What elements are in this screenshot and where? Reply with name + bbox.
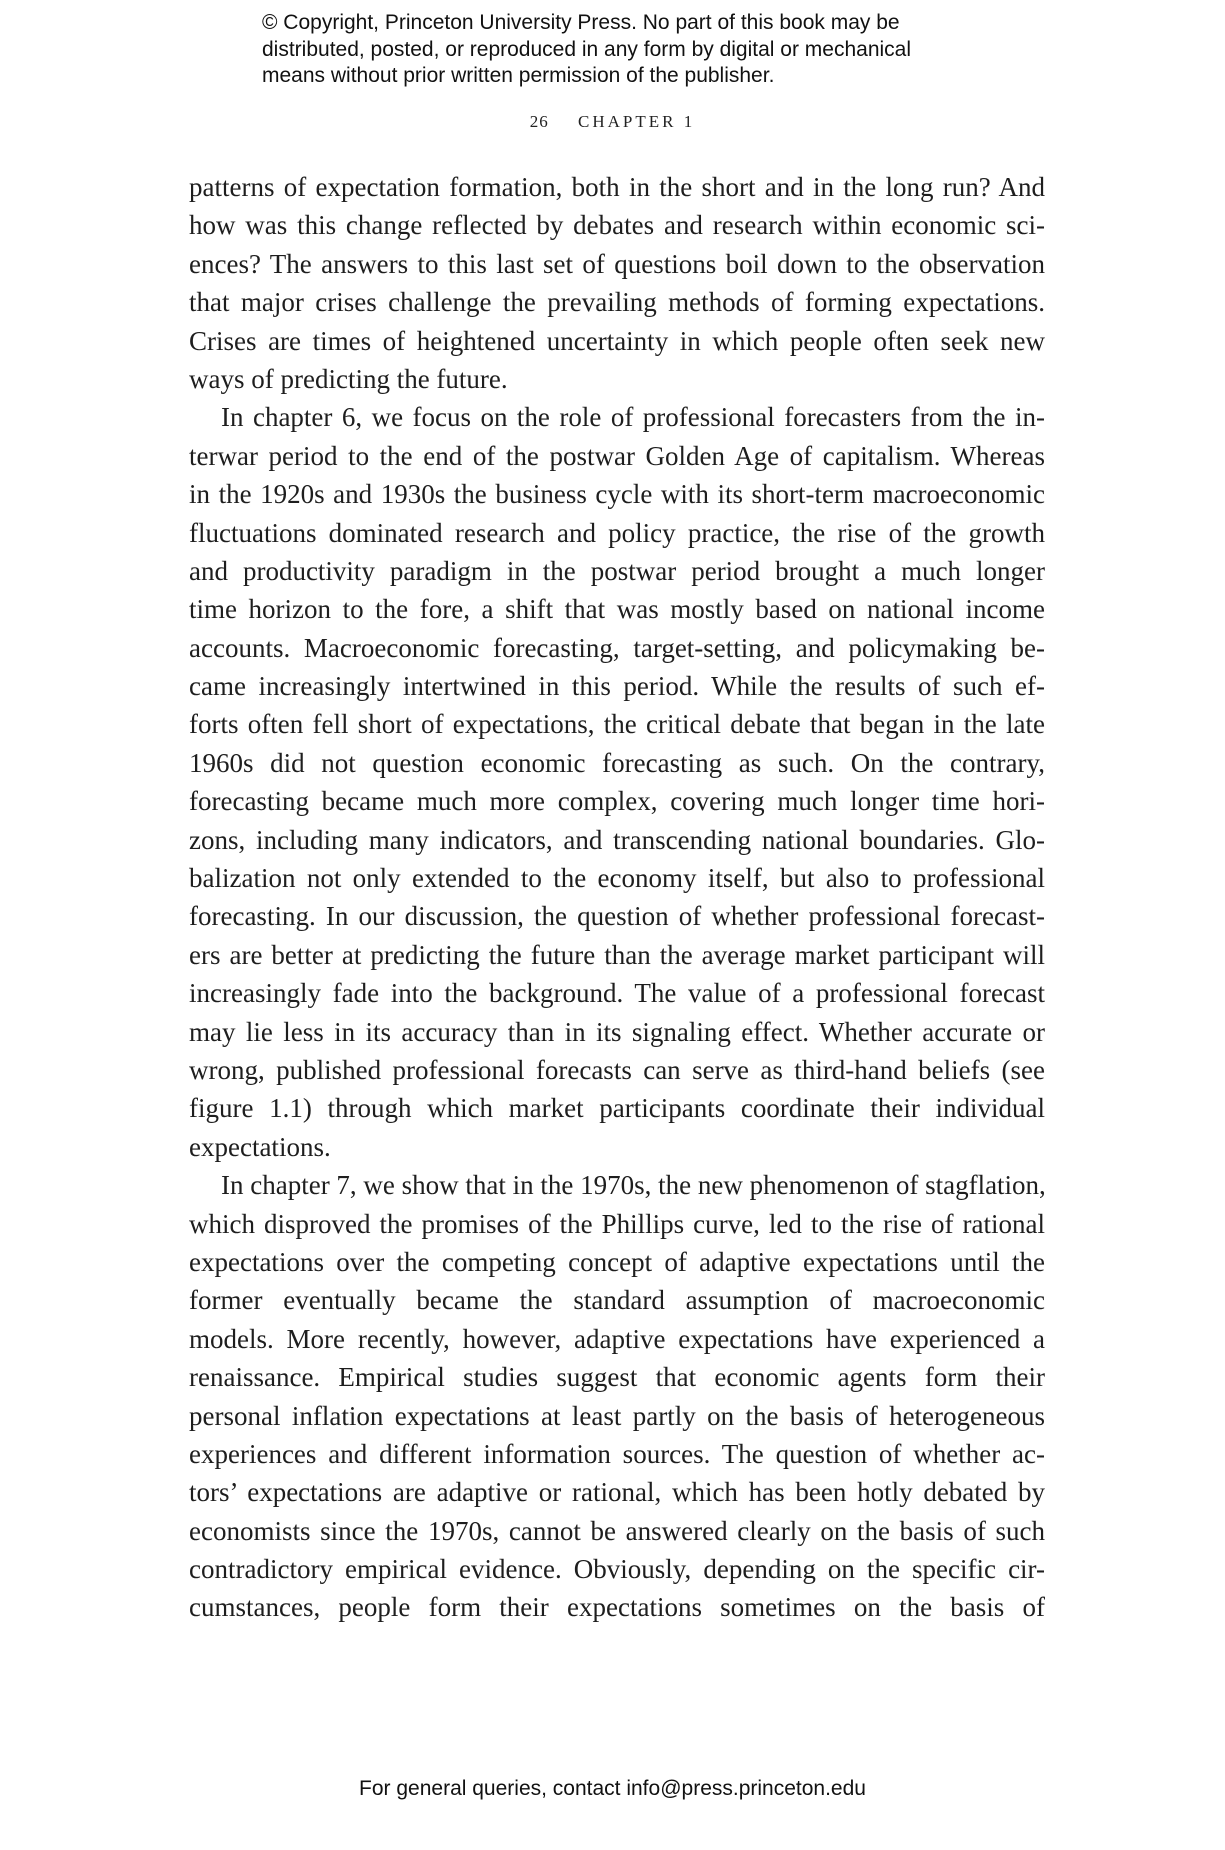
text-line: renaissance. Empirical studies suggest that economic agents form their — [189, 1362, 1045, 1393]
text-line: In chapter 7, we show that in the 1970s, the new phenomenon of stagflation, — [221, 1170, 1046, 1201]
text-line: expectations. — [189, 1131, 331, 1162]
text-line: 1960s did not question economic forecasting as such. On the contrary, — [189, 747, 1045, 778]
text-line: may lie less in its accuracy than in its signaling effect. Whether accurate or — [189, 1016, 1045, 1047]
copyright-line: means without prior written permission of the publisher. — [262, 64, 775, 87]
text-line: experiences and different information sources. The question of whether ac- — [189, 1438, 1045, 1469]
text-line: in the 1920s and 1930s the business cycle with its short-term macroeconomic — [189, 479, 1045, 510]
text-line: and productivity paradigm in the postwar period brought a much longer — [189, 555, 1045, 586]
text-line: forecasting became much more complex, covering much longer time hori- — [189, 786, 1045, 817]
text-line: ences? The answers to this last set of questions boil down to the observation — [189, 248, 1045, 279]
text-line: personal inflation expectations at least partly on the basis of heterogeneous — [189, 1400, 1045, 1431]
text-line: figure 1.1) through which market participants coordinate their individual — [189, 1093, 1045, 1124]
text-line: ways of predicting the future. — [189, 363, 508, 394]
body-text — [189, 168, 1045, 1627]
text-line: Crises are times of heightened uncertainty in which people often seek new — [189, 325, 1045, 356]
text-line: ers are better at predicting the future than the average market participant will — [189, 939, 1045, 970]
text-line: that major crises challenge the prevailing methods of forming expectations. — [189, 287, 1045, 318]
text-line: contradictory empirical evidence. Obviously, depending on the specific cir- — [189, 1554, 1045, 1585]
text-line: cumstances, people form their expectations sometimes on the basis of — [189, 1592, 1045, 1623]
text-line: zons, including many indicators, and transcending national boundaries. Glo- — [189, 824, 1045, 855]
text-line: which disproved the promises of the Phillips curve, led to the rise of rational — [189, 1208, 1045, 1239]
text-line: forecasting. In our discussion, the question of whether professional forecast- — [189, 901, 1045, 932]
text-line: wrong, published professional forecasts can serve as third-hand beliefs (see — [189, 1054, 1045, 1085]
text-line: In chapter 6, we focus on the role of professional forecasters from the in- — [221, 402, 1045, 433]
text-line: patterns of expectation formation, both in the short and in the long run? And — [189, 172, 1045, 202]
text-line: came increasingly intertwined in this period. While the results of such ef- — [189, 671, 1045, 702]
page-number: 26 — [529, 112, 549, 131]
text-line: balization not only extended to the economy itself, but also to professional — [189, 863, 1045, 894]
text-line: expectations over the competing concept of adaptive expectations until the — [189, 1246, 1045, 1277]
text-line: time horizon to the fore, a shift that was mostly based on national income — [189, 594, 1045, 625]
text-line: forts often fell short of expectations, the critical debate that began in the late — [189, 709, 1045, 740]
text-line: increasingly fade into the background. The value of a professional forecast — [189, 978, 1045, 1009]
text-line: former eventually became the standard assumption of macroeconomic — [189, 1285, 1045, 1316]
text-line: models. More recently, however, adaptive expectations have experienced a — [189, 1323, 1045, 1354]
copyright-notice — [262, 10, 1022, 90]
copyright-line: distributed, posted, or reproduced in any form by digital or mechanical — [262, 37, 912, 61]
running-head — [0, 112, 1225, 132]
text-line: how was this change reflected by debates and research within economic sci- — [189, 210, 1045, 241]
text-line: tors’ expectations are adaptive or rational, which has been hotly debated by — [189, 1477, 1045, 1508]
copyright-line: © Copyright, Princeton University Press. No part of this book may be — [262, 11, 900, 34]
footer-contact: For general queries, contact info@press.princeton.edu — [359, 1777, 866, 1800]
text-line: terwar period to the end of the postwar Golden Age of capitalism. Whereas — [189, 440, 1045, 471]
text-line: accounts. Macroeconomic forecasting, target-setting, and policymaking be- — [189, 632, 1045, 663]
text-line: fluctuations dominated research and policy practice, the rise of the growth — [189, 517, 1045, 548]
text-line: economists since the 1970s, cannot be answered clearly on the basis of such — [189, 1515, 1045, 1546]
chapter-label: CHAPTER 1 — [578, 112, 696, 131]
